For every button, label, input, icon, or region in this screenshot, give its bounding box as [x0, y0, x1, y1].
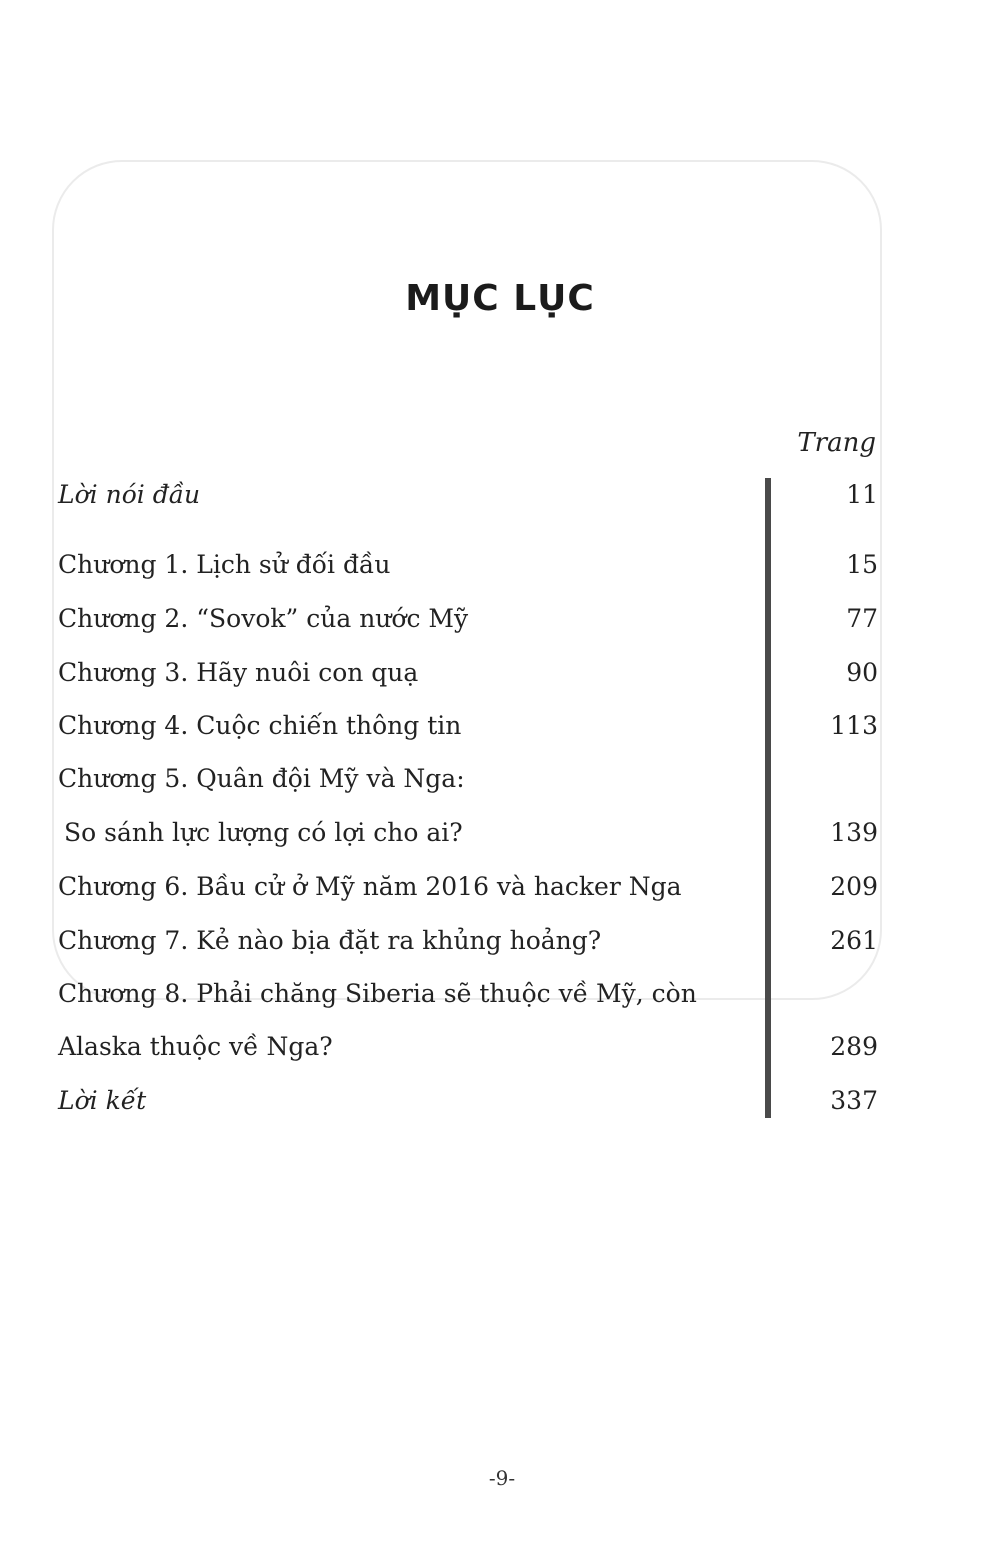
toc-entry-label: Chương 7. Kẻ nào bịa đặt ra khủng hoảng? — [58, 926, 602, 955]
toc-entry-page: 113 — [830, 711, 878, 740]
toc-entry-chapter-1 — [58, 550, 878, 590]
toc-entry-label: Lời nói đầu — [58, 480, 201, 509]
toc-entry-chapter-4 — [58, 711, 878, 751]
toc-entry-label: So sánh lực lượng có lợi cho ai? — [64, 818, 463, 847]
toc-entry-chapter-2 — [58, 604, 878, 644]
toc-entry-page: 90 — [846, 658, 878, 687]
toc-entry-preface — [58, 480, 878, 520]
toc-entry-chapter-8 — [58, 979, 878, 1019]
toc-entry-chapter-5-continued — [58, 818, 878, 858]
toc-entry-label: Chương 4. Cuộc chiến thông tin — [58, 711, 462, 740]
toc-entry-page: 289 — [830, 1032, 878, 1061]
toc-entry-chapter-3 — [58, 658, 878, 698]
page-title: MỤC LỤC — [405, 278, 595, 319]
toc-entry-label: Chương 3. Hãy nuôi con quạ — [58, 658, 419, 687]
toc-entry-page: 139 — [830, 818, 878, 847]
toc-entry-page: 15 — [846, 550, 878, 579]
toc-entry-label: Chương 2. “Sovok” của nước Mỹ — [58, 604, 469, 633]
toc-entry-page: 11 — [846, 480, 878, 509]
toc-entry-label: Alaska thuộc về Nga? — [58, 1032, 333, 1061]
toc-entry-label: Chương 6. Bầu cử ở Mỹ năm 2016 và hacker Nga — [58, 872, 682, 901]
page-number: -9- — [488, 1466, 516, 1490]
toc-entry-page: 209 — [830, 872, 878, 901]
toc-entry-label: Chương 8. Phải chăng Siberia sẽ thuộc về Mỹ, còn — [58, 979, 697, 1008]
toc-entry-chapter-6 — [58, 872, 878, 912]
toc-entry-label: Chương 1. Lịch sử đối đầu — [58, 550, 391, 579]
toc-entry-chapter-8-continued — [58, 1032, 878, 1072]
toc-entry-page: 261 — [830, 926, 878, 955]
toc-entry-label: Lời kết — [58, 1086, 147, 1115]
toc-entry-label: Chương 5. Quân đội Mỹ và Nga: — [58, 764, 465, 793]
toc-entry-epilogue — [58, 1086, 878, 1126]
toc-entry-chapter-5 — [58, 764, 878, 804]
toc-entry-page: 337 — [830, 1086, 878, 1115]
toc-entry-chapter-7 — [58, 926, 878, 966]
page-column-header: Trang — [797, 428, 876, 458]
toc-entry-page: 77 — [846, 604, 878, 633]
